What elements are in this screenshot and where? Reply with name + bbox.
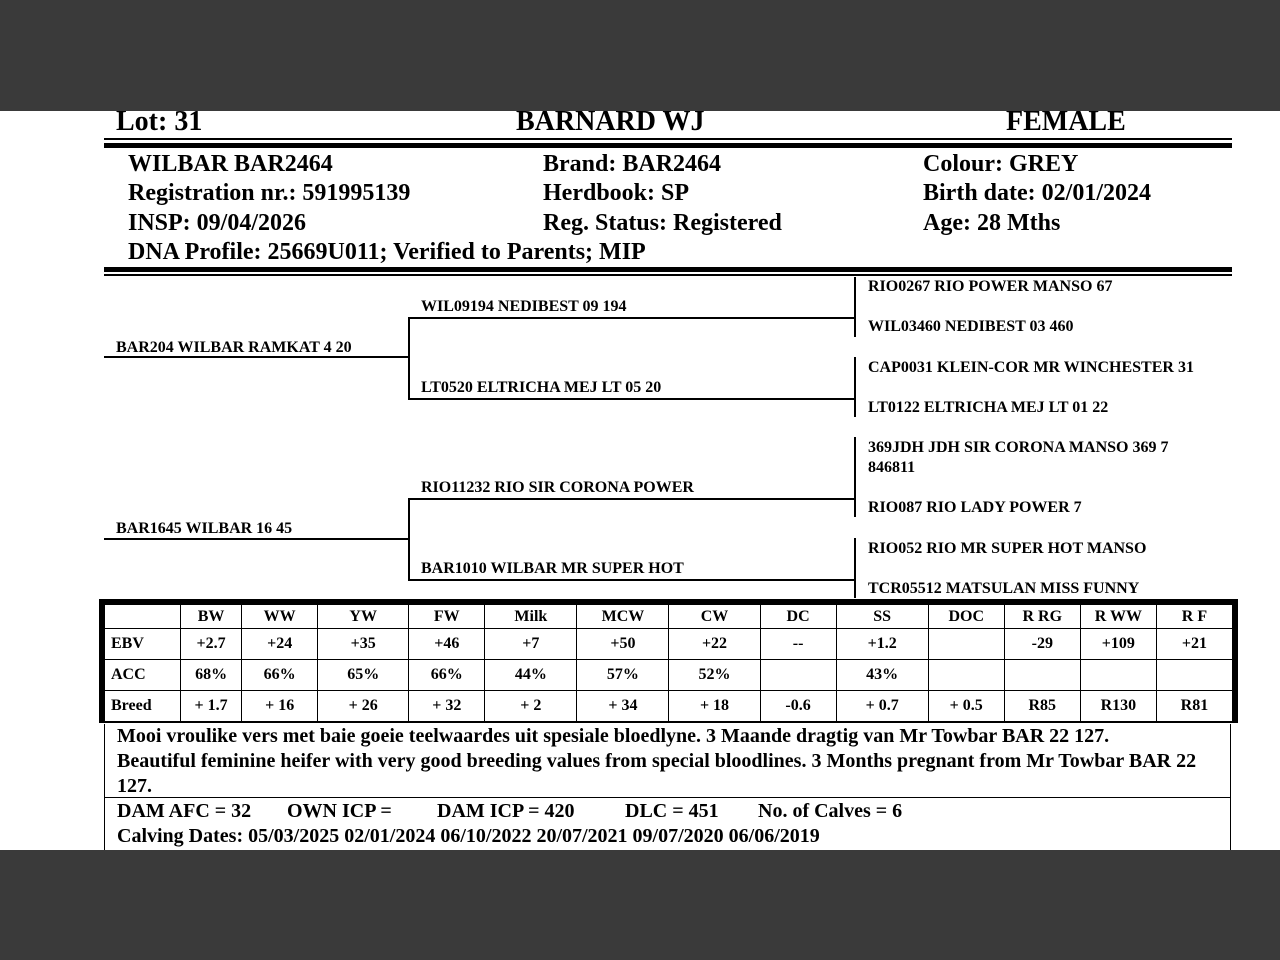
ebv-header-cell: R F (1156, 605, 1232, 629)
great-grandparent-5: 369JDH JDH SIR CORONA MANSO 369 7 (868, 439, 1169, 456)
dlc: DLC = 451 (625, 800, 719, 822)
ebv-cell: +50 (577, 629, 669, 660)
acc-cell (760, 660, 836, 691)
breed-cell: + 0.7 (836, 691, 928, 722)
dna-profile: DNA Profile: 25669U011; Verified to Parents; MIP (128, 239, 646, 265)
ebv-cell: +2.7 (181, 629, 242, 660)
own-icp: OWN ICP = (287, 800, 392, 822)
ebv-row-label: EBV (105, 629, 181, 660)
sire-sire-name: WIL09194 NEDIBEST 09 194 (421, 298, 627, 315)
ebv-cell: -- (760, 629, 836, 660)
great-grandparent-8: TCR05512 MATSULAN MISS FUNNY (868, 580, 1140, 597)
pedigree-line (854, 538, 856, 598)
pedigree-line (408, 498, 855, 500)
inspection-date: INSP: 09/04/2026 (128, 210, 307, 236)
acc-cell (1080, 660, 1156, 691)
breed-cell: + 18 (669, 691, 760, 722)
great-grandparent-5-line-2: 846811 (868, 459, 916, 476)
great-grandparent-1: RIO0267 RIO POWER MANSO 67 (868, 278, 1113, 295)
ebv-table (104, 604, 1233, 722)
great-grandparent-4: LT0122 ELTRICHA MEJ LT 01 22 (868, 399, 1109, 416)
breed-cell: + 0.5 (928, 691, 1004, 722)
info-rule-thick (104, 267, 1232, 272)
pedigree-line (854, 357, 856, 417)
ebv-cell: +21 (1156, 629, 1232, 660)
acc-cell: 66% (242, 660, 318, 691)
breed-cell: + 34 (577, 691, 669, 722)
ebv-cell (928, 629, 1004, 660)
acc-cell: 65% (318, 660, 409, 691)
ebv-header-cell: Milk (485, 605, 577, 629)
calving-footer (104, 798, 1231, 850)
age: Age: 28 Mths (923, 210, 1061, 236)
header-rule-thick (104, 143, 1232, 148)
description-notes (104, 724, 1231, 798)
acc-cell: 43% (836, 660, 928, 691)
acc-cell (1156, 660, 1232, 691)
sire-name: BAR204 WILBAR RAMKAT 4 20 (116, 339, 352, 356)
acc-cell (1004, 660, 1080, 691)
registration-status: Reg. Status: Registered (543, 210, 782, 236)
seller-name: BARNARD WJ (516, 106, 705, 137)
lot-sheet (0, 106, 1280, 850)
dam-afc: DAM AFC = 32 (117, 800, 252, 822)
breed-cell: + 1.7 (181, 691, 242, 722)
ebv-header-cell: WW (242, 605, 318, 629)
header-rule-thin (104, 138, 1232, 140)
ebv-header-cell: DOC (928, 605, 1004, 629)
great-grandparent-6: RIO087 RIO LADY POWER 7 (868, 499, 1082, 516)
birth-date: Birth date: 02/01/2024 (923, 180, 1151, 206)
description-english: Beautiful feminine heifer with very good breeding values from special bloodlines. 3 Months pregnant from Mr Towbar BAR 22 127. (117, 750, 1197, 797)
breed-row (105, 691, 1233, 722)
breed-cell: -0.6 (760, 691, 836, 722)
lot-number: Lot: 31 (116, 106, 203, 137)
description-afrikaans: Mooi vroulike vers met baie goeie teelwaardes uit spesiale bloedlyne. 3 Maande dragtig van Mr Towbar BAR 22 127. (117, 725, 1110, 747)
acc-cell: 68% (181, 660, 242, 691)
acc-row-label: ACC (105, 660, 181, 691)
ebv-cell: +1.2 (836, 629, 928, 660)
ebv-header-cell (105, 605, 181, 629)
ebv-cell: +35 (318, 629, 409, 660)
ebv-header-cell: DC (760, 605, 836, 629)
great-grandparent-3: CAP0031 KLEIN-COR MR WINCHESTER 31 (868, 359, 1194, 376)
info-rule-thin (104, 274, 1232, 276)
animal-sex: FEMALE (1006, 106, 1126, 137)
ebv-cell: +46 (409, 629, 485, 660)
ebv-header-cell: MCW (577, 605, 669, 629)
ebv-cell: +7 (485, 629, 577, 660)
ebv-header-cell: R RG (1004, 605, 1080, 629)
pedigree-line (408, 398, 855, 400)
breed-cell: R81 (1156, 691, 1232, 722)
pedigree-line (854, 437, 856, 517)
ebv-header-cell: CW (669, 605, 760, 629)
ebv-header-cell: BW (181, 605, 242, 629)
brand: Brand: BAR2464 (543, 151, 722, 177)
acc-cell (928, 660, 1004, 691)
great-grandparent-7: RIO052 RIO MR SUPER HOT MANSO (868, 540, 1147, 557)
pedigree-line (408, 579, 855, 581)
animal-name: WILBAR BAR2464 (128, 151, 333, 177)
breed-cell: + 32 (409, 691, 485, 722)
breed-cell: + 2 (485, 691, 577, 722)
pedigree-line (104, 538, 409, 540)
dam-sire-name: RIO11232 RIO SIR CORONA POWER (421, 479, 694, 496)
herdbook: Herdbook: SP (543, 180, 690, 206)
calving-dates: Calving Dates: 05/03/2025 02/01/2024 06/10/2022 20/07/2021 09/07/2020 06/06/2019 (117, 825, 820, 847)
acc-row (105, 660, 1233, 691)
great-grandparent-2: WIL03460 NEDIBEST 03 460 (868, 318, 1074, 335)
sire-dam-name: LT0520 ELTRICHA MEJ LT 05 20 (421, 379, 662, 396)
ebv-header-cell: SS (836, 605, 928, 629)
ebv-header-row (105, 605, 1233, 629)
pedigree-line (408, 317, 410, 399)
colour: Colour: GREY (923, 151, 1079, 177)
ebv-cell: +22 (669, 629, 760, 660)
ebv-row (105, 629, 1233, 660)
acc-cell: 66% (409, 660, 485, 691)
number-of-calves: No. of Calves = 6 (758, 800, 903, 822)
ebv-header-cell: YW (318, 605, 409, 629)
dam-dam-name: BAR1010 WILBAR MR SUPER HOT (421, 560, 684, 577)
dam-name: BAR1645 WILBAR 16 45 (116, 520, 293, 537)
breed-row-label: Breed (105, 691, 181, 722)
pedigree-line (408, 498, 410, 580)
ebv-header-cell: FW (409, 605, 485, 629)
acc-cell: 57% (577, 660, 669, 691)
ebv-cell: +24 (242, 629, 318, 660)
pedigree-line (854, 277, 856, 337)
pedigree-line (408, 317, 855, 319)
breed-cell: + 16 (242, 691, 318, 722)
ebv-cell: -29 (1004, 629, 1080, 660)
registration-number: Registration nr.: 591995139 (128, 180, 411, 206)
calving-stats (117, 799, 1230, 824)
ebv-cell: +109 (1080, 629, 1156, 660)
breed-cell: R85 (1004, 691, 1080, 722)
breed-cell: + 26 (318, 691, 409, 722)
ebv-header-cell: R WW (1080, 605, 1156, 629)
acc-cell: 52% (669, 660, 760, 691)
acc-cell: 44% (485, 660, 577, 691)
dam-icp: DAM ICP = 420 (437, 800, 575, 822)
breed-cell: R130 (1080, 691, 1156, 722)
